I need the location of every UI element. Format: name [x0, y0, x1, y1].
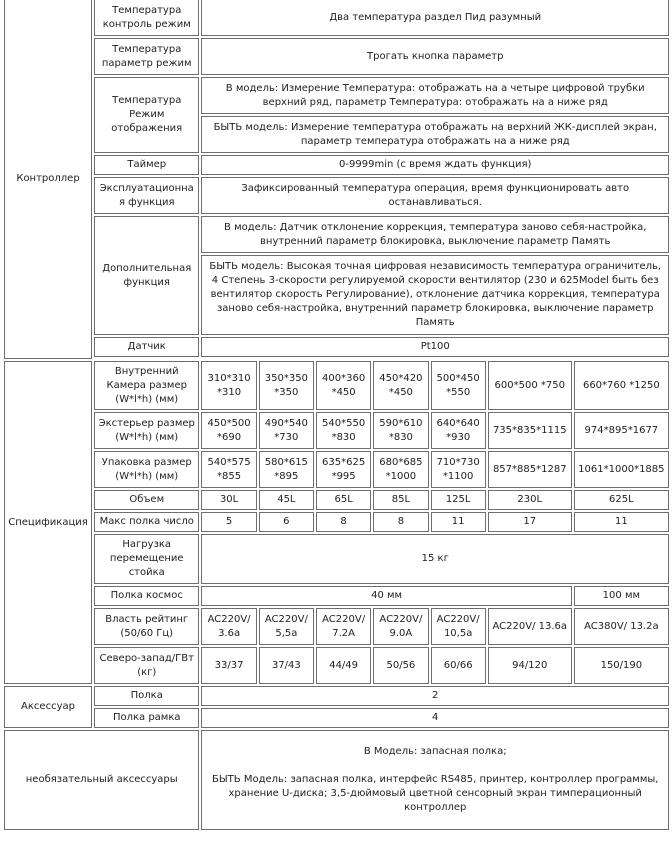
optional-spacer — [205, 759, 665, 773]
max-shelves-label: Макс полка число — [94, 512, 199, 532]
max-shelves-value: 17 — [488, 512, 572, 532]
table-row — [4, 216, 669, 253]
optional-b-value: В Модель: запасная полка; — [363, 746, 507, 757]
temp-control-mode-value: Два температура раздел Пид разумный — [201, 0, 669, 36]
packing-label: Упаковка размер (W*l*h) (мм) — [94, 451, 199, 488]
packing-value: 1061*1000*1885 — [574, 451, 669, 488]
northwest-value: 33/37 — [201, 647, 256, 684]
shelf-load-label: Нагрузка перемещение стойка — [94, 534, 199, 584]
northwest-value: 94/120 — [488, 647, 572, 684]
table-row — [4, 686, 669, 706]
packing-value: 635*625 *995 — [316, 451, 371, 488]
accessory-shelf-value: 2 — [201, 686, 669, 706]
table-row — [4, 177, 669, 214]
volume-value: 30L — [201, 490, 256, 510]
max-shelves-value: 11 — [574, 512, 669, 532]
max-shelves-value: 8 — [373, 512, 428, 532]
temp-display-mode-label: Температура Режим отображения — [94, 77, 199, 153]
exterior-value: 735*835*1115 — [488, 412, 572, 449]
max-shelves-value: 6 — [259, 512, 314, 532]
inner-chamber-value: 600*500 *750 — [488, 361, 572, 410]
additional-function-b-value: В модель: Датчик отклонение коррекция, температура заново себя-настройка, внутренний параметр блокировка, выключение параметр Память — [201, 216, 669, 253]
table-row — [4, 586, 669, 606]
inner-chamber-value: 660*760 *1250 — [574, 361, 669, 410]
exterior-value: 640*640 *930 — [431, 412, 486, 449]
northwest-value: 150/190 — [574, 647, 669, 684]
table-row — [4, 512, 669, 532]
operation-function-label: Эксплуатационная функция — [94, 177, 199, 214]
table-row — [4, 647, 669, 684]
max-shelves-value: 5 — [201, 512, 256, 532]
table-row — [4, 708, 669, 728]
temp-display-mode-byt-value: БЫТЬ модель: Измерение температура отображать на верхний ЖК-дисплей экран, параметр температура отображать на а ниже ряд — [201, 116, 669, 153]
northwest-value: 37/43 — [259, 647, 314, 684]
shelf-load-value: 15 кг — [201, 534, 669, 584]
inner-chamber-label: Внутренний Камера размер (W*l*h) (мм) — [94, 361, 199, 410]
specification-category: Спецификация — [4, 361, 92, 684]
exterior-value: 540*550 *830 — [316, 412, 371, 449]
timer-label: Таймер — [94, 155, 199, 175]
table-row — [4, 534, 669, 584]
sensor-value: Pt100 — [201, 337, 669, 357]
optional-category: необязательный аксессуары — [4, 730, 199, 830]
accessory-shelf-frame-label: Полка рамка — [94, 708, 199, 728]
table-row — [4, 38, 669, 75]
controller-category: Контроллер — [4, 0, 92, 359]
additional-function-label: Дополнительная функция — [94, 216, 199, 335]
packing-value: 540*575 *855 — [201, 451, 256, 488]
packing-value: 710*730 *1100 — [431, 451, 486, 488]
power-rating-value: AC220V/ 3.6a — [201, 608, 256, 645]
table-row — [4, 77, 669, 114]
packing-value: 580*615 *895 — [259, 451, 314, 488]
exterior-value: 490*540 *730 — [259, 412, 314, 449]
power-rating-value: AC220V/ 7.2A — [316, 608, 371, 645]
volume-value: 65L — [316, 490, 371, 510]
temp-param-mode-value: Трогать кнопка параметр — [201, 38, 669, 75]
temp-control-mode-label: Температура контроль режим — [94, 0, 199, 36]
exterior-label: Экстерьер размер (W*l*h) (мм) — [94, 412, 199, 449]
inner-chamber-value: 400*360 *450 — [316, 361, 371, 410]
inner-chamber-value: 350*350 *350 — [259, 361, 314, 410]
power-rating-value: AC220V/ 5,5a — [259, 608, 314, 645]
northwest-value: 60/66 — [431, 647, 486, 684]
power-rating-value: AC220V/ 10,5a — [431, 608, 486, 645]
table-row — [4, 337, 669, 357]
shelf-spacing-small-value: 40 мм — [201, 586, 571, 606]
shelf-spacing-large-value: 100 мм — [574, 586, 669, 606]
accessory-shelf-label: Полка — [94, 686, 199, 706]
table-row — [4, 412, 669, 449]
power-rating-value: AC220V/ 13.6a — [488, 608, 572, 645]
max-shelves-value: 8 — [316, 512, 371, 532]
accessory-shelf-frame-value: 4 — [201, 708, 669, 728]
operation-function-value: Зафиксированный температура операция, время функционировать авто останавливаться. — [201, 177, 669, 214]
additional-function-byt-value: БЫТЬ модель: Высокая точная цифровая независимость температура ограничитель, 4 Степень 3-скорости регулируемой скорости вентилятор (230 и 625Model быть без вентилятор скорость Регулирование), отклонение датчика коррекция, температура заново себя-настройка, внутренний параметр блокировка, выключение параметр Память — [201, 255, 669, 335]
exterior-value: 974*895*1677 — [574, 412, 669, 449]
northwest-value: 50/56 — [373, 647, 428, 684]
packing-value: 857*885*1287 — [488, 451, 572, 488]
spec-table — [2, 0, 671, 832]
table-row — [4, 451, 669, 488]
inner-chamber-value: 500*450 *550 — [431, 361, 486, 410]
volume-value: 125L — [431, 490, 486, 510]
volume-value: 85L — [373, 490, 428, 510]
volume-value: 45L — [259, 490, 314, 510]
northwest-value: 44/49 — [316, 647, 371, 684]
power-rating-value: AC220V/ 9.0A — [373, 608, 428, 645]
inner-chamber-value: 310*310 *310 — [201, 361, 256, 410]
table-row — [4, 0, 669, 36]
optional-byt-value: БЫТЬ Модель: запасная полка, интерфейс RS485, принтер, контроллер программы, хранение U-диска; 3,5-дюймовый цветной сенсорный экран тимперационный контроллер — [212, 774, 659, 813]
exterior-value: 590*610 *830 — [373, 412, 428, 449]
packing-value: 680*685 *1000 — [373, 451, 428, 488]
table-row — [4, 155, 669, 175]
table-row — [4, 730, 669, 830]
volume-value: 625L — [574, 490, 669, 510]
inner-chamber-value: 450*420 *450 — [373, 361, 428, 410]
power-rating-value: AC380V/ 13.2a — [574, 608, 669, 645]
exterior-value: 450*500 *690 — [201, 412, 256, 449]
optional-value — [201, 730, 669, 830]
accessories-category: Аксессуар — [4, 686, 92, 728]
table-row — [4, 608, 669, 645]
max-shelves-value: 11 — [431, 512, 486, 532]
timer-value: 0-9999min (с время ждать функция) — [201, 155, 669, 175]
sensor-label: Датчик — [94, 337, 199, 357]
shelf-spacing-label: Полка космос — [94, 586, 199, 606]
table-row — [4, 490, 669, 510]
volume-value: 230L — [488, 490, 572, 510]
power-rating-label: Власть рейтинг (50/60 Гц) — [94, 608, 199, 645]
volume-label: Объем — [94, 490, 199, 510]
temp-display-mode-b-value: В модель: Измерение Температура: отображать на а четыре цифровой трубки верхний ряд, параметр Температура: отображать на а ниже ряд — [201, 77, 669, 114]
northwest-label: Северо-запад/ГВт (кг) — [94, 647, 199, 684]
temp-param-mode-label: Температура параметр режим — [94, 38, 199, 75]
table-row — [4, 361, 669, 410]
